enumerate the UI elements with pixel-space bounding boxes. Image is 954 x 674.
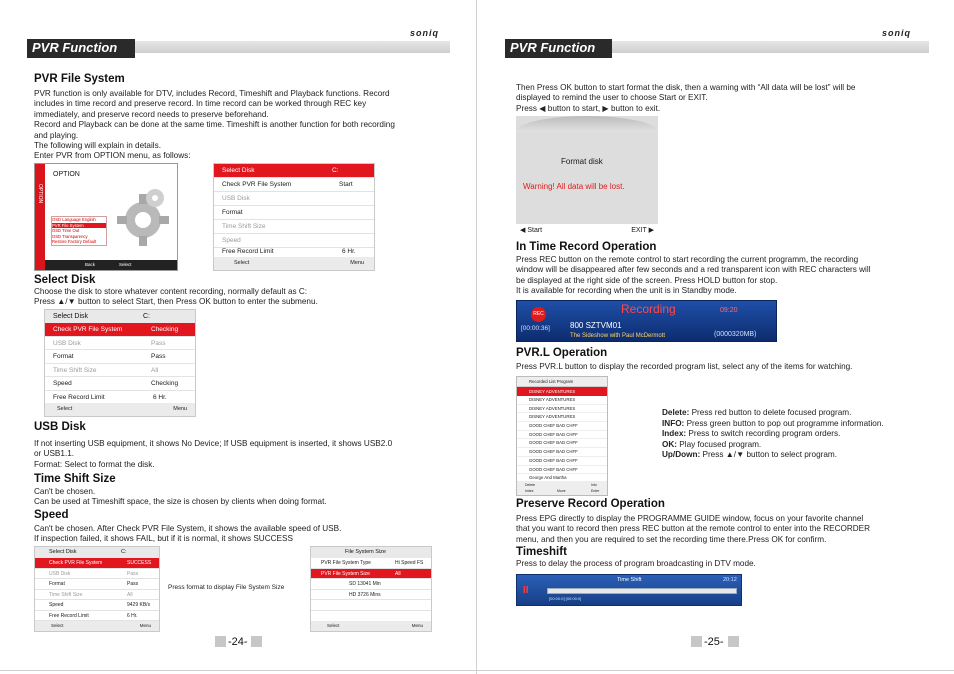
menu-row: Time Shift Size All [35,590,159,601]
menu-footer: Select Menu [35,621,159,631]
header-rule [134,41,450,53]
option-item[interactable]: OSD Language English [52,217,96,222]
page-divider [476,0,477,674]
pause-icon[interactable]: II [523,585,529,596]
brand-logo: soniq [882,28,911,38]
rec-icon: REC [531,307,546,322]
timeshift-title: Timeshift [516,546,567,558]
gear-icon [115,182,171,252]
list-key-help: Delete: Press red button to delete focused program. INFO: Press green button to pop out programme information. Index: Press to switch recording program orders. OK: Play focused program. Up/Down: Press ▲/▼ button to select program. [662,408,884,460]
list-item[interactable]: GOOD CHEF BAD CHFF [517,466,607,475]
menu-head[interactable]: Select Disk C: [214,164,374,178]
menu-row: SD 13041 Min [311,579,431,590]
back-label: Back [85,262,96,267]
option-item-selected[interactable]: PVR File System [52,223,106,229]
menu-row: Time Shift Size All [45,364,195,378]
menu-row: Time Shift Size [214,220,374,234]
menu-row-selected[interactable]: PVR File System Size All [311,569,431,580]
menu-row-selected[interactable]: Check PVR File System SUCCESS [35,558,159,569]
file-system-size-menu [310,546,432,632]
right-page-number: -25- [704,636,724,648]
select-disk-menu-3 [34,546,160,632]
menu-row: Speed [214,234,374,248]
menu-row[interactable]: Speed Checking [45,377,195,391]
timeshift-bar [516,574,742,606]
list-item[interactable]: DISNEY ADVENTURES [517,413,607,422]
list-item-selected[interactable]: DISNEY ADVENTURES [517,387,607,396]
format-intro: Then Press OK button to start format the disk, then a warning with “All data will be lost” will be displayed to remind the user to choose Start or EXIT. Press ◀ button to start, ▶ button to exit. [516,83,856,113]
start-button[interactable]: ◀ Start [520,227,543,234]
right-header-title: PVR Function [510,40,596,55]
list-item[interactable]: George And Martha [517,474,607,483]
select-label: Select [119,262,132,267]
menu-footer: Select Menu [214,257,374,270]
pvrl-operation-title: PVR.L Operation [516,347,608,359]
speed-text: Can't be chosen. After Check PVR File System, it shows the available speed of USB. If inspection failed, it shows FAIL, but if it is normal, it shows SUCCESS [34,524,342,544]
timeshift-text: Press to delay the process of program broadcasting in DTV mode. [516,559,756,568]
menu-row[interactable]: Check PVR File System Start [214,178,374,192]
recording-program: The Sideshow with Paul McDermott [570,333,666,339]
option-item[interactable]: OSD Time Out [52,228,80,233]
option-list [51,216,107,246]
preserve-record-text: Press EPG directly to display the PROGRAMME GUIDE window, focus on your favorite channel that you want to record then press REC button at the remote control to enter into the RECORDER menu, and then you are required to set the recording time there.Press OK for confirm. [516,514,871,544]
list-item[interactable]: GOOD CHEF BAD CHFF [517,448,607,457]
list-item[interactable]: GOOD CHEF BAD CHFF [517,439,607,448]
recording-channel: 800 SZTVM01 [570,321,622,330]
select-disk-text: Choose the disk to store whatever content recording, normally default as C: Press ▲/▼ button to select Start, then Press OK button to enter the submenu. [34,287,318,307]
option-side-label: OPTION [37,184,43,204]
recording-label: Recording [621,302,676,316]
press-format-note: Press format to display File System Size [168,584,285,591]
in-time-record-title: In Time Record Operation [516,241,657,253]
speed-title: Speed [34,509,69,521]
time-shift-size-title: Time Shift Size [34,473,116,485]
menu-head: File System Size [311,547,431,558]
select-disk-menu-1 [213,163,375,271]
menu-row: USB Disk Pass [45,337,195,351]
timeshift-bar-title: Time Shift [617,577,642,583]
dialog-top [516,116,658,132]
menu-row[interactable]: Format Pass [45,350,195,364]
page-marker [728,636,739,647]
menu-row [311,600,431,611]
format-disk-dialog [516,116,658,238]
select-disk-menu-2 [44,309,196,417]
select-disk-title: Select Disk [34,274,96,286]
recorded-list-footer: Delete Info Index Move Enter [517,481,607,495]
page-marker [215,636,226,647]
menu-footer: Select Menu [45,403,195,416]
left-header-bar [27,39,135,58]
list-item[interactable]: DISNEY ADVENTURES [517,405,607,414]
menu-row: HD 3726 Mins [311,590,431,601]
recording-banner [516,300,777,342]
page-marker [251,636,262,647]
usb-disk-text: If not inserting USB equipment, it shows No Device; If USB equipment is inserted, it shows USB2.0 or USB1.1. Format: Select to format the disk. [34,439,393,469]
exit-button[interactable]: EXIT ▶ [631,227,654,234]
format-disk-title: Format disk [561,157,603,166]
option-item[interactable]: OSD Transparency [52,233,88,239]
pvr-intro: PVR function is only available for DTV, includes Record, Timeshift and Playback functions. Record includes in time record and preserve record. In time record can be worked through REC key immediately, and preserve record needs to preserve beforehand. Record and Playback can be done at the same time. Timeshift is another function for both recording and playing. The following will explain in details. Enter PVR from OPTION menu, as follows: [34,89,395,161]
option-footer [45,260,177,270]
timeshift-range: [00:00:0] [00:00:0] [549,596,582,601]
format-warning: Warning! All data will be lost. [523,182,625,191]
right-header-bar [505,39,612,58]
header-rule [611,41,929,53]
menu-row[interactable]: PVR File System Type Hi Speed FS [311,558,431,569]
list-item[interactable]: GOOD CHEF BAD CHFF [517,431,607,440]
preserve-record-title: Preserve Record Operation [516,498,665,510]
left-page-number: -24- [228,636,248,648]
recording-size: (0000320MB) [714,331,757,338]
timeshift-bar-time: 20:12 [723,577,737,583]
format-dialog-footer [516,224,658,238]
time-shift-size-text: Can't be chosen. Can be used at Timeshift space, the size is chosen by clients when doing format. [34,487,327,507]
menu-row: USB Disk Pass [35,569,159,580]
page-bottom-line [0,670,954,671]
option-menu [34,163,178,271]
pvrl-operation-text: Press PVR.L button to display the recorded program list, select any of the items for watching. [516,362,853,371]
menu-head: Select Disk C: [35,547,159,558]
menu-head: Select Disk C: [45,310,195,323]
list-item[interactable]: GOOD CHEF BAD CHFF [517,422,607,431]
recorded-list [516,376,608,496]
option-item[interactable]: Restore Factory Default [52,239,97,244]
recording-clock: 09:20 [720,307,738,314]
menu-row[interactable]: Format [214,206,374,220]
menu-row: USB Disk [214,192,374,206]
menu-row[interactable]: Free Record Limit 6 Hr. [35,611,159,622]
list-item[interactable]: DISNEY ADVENTURES [517,396,607,405]
timeshift-progress[interactable] [547,588,737,594]
recording-elapsed: [00:00:36] [521,325,550,332]
left-header-title: PVR Function [32,40,118,55]
menu-row[interactable]: Free Record Limit 6 Hr. [214,245,374,259]
option-side-strip [35,164,45,270]
menu-row[interactable]: Free Record Limit 6 Hr. [45,391,195,405]
menu-row[interactable]: Format Pass [35,579,159,590]
menu-footer: Select Menu [311,621,431,631]
in-time-record-text: Press REC button on the remote control to start recording the current programm, the recording window will be disappeared after few seconds and a red transparent icon with REC characters will be displayed at the right side of the screen. Press HOLD button for stop. It is available for recording when the unit is in Standby mode. [516,255,871,296]
recorded-list-head: Recorded List Program [517,377,607,387]
usb-disk-title: USB Disk [34,421,86,433]
pvr-file-system-title: PVR File System [34,73,125,85]
list-item[interactable]: GOOD CHEF BAD CHFF [517,457,607,466]
page-marker [691,636,702,647]
menu-row[interactable]: Speed 9429 KB/s [35,600,159,611]
menu-row-selected[interactable]: Check PVR File System Checking [45,323,195,337]
option-title: OPTION [53,171,80,178]
brand-logo: soniq [410,28,439,38]
